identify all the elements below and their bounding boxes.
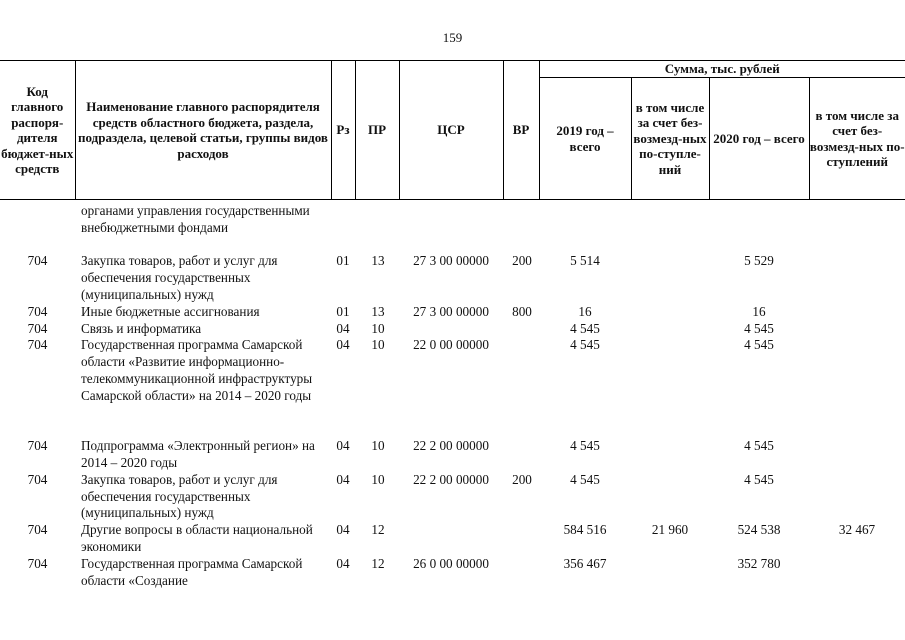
cell-2019-total: 5 514 [570,253,600,269]
header-sum: Сумма, тыс. рублей [539,61,905,78]
cell-pr: 13 [371,303,385,319]
cell-csr: 22 2 00 00000 [413,471,489,487]
cell-csr: 22 2 00 00000 [413,438,489,454]
cell-2019-total: 4 545 [570,320,600,336]
cell-2020-total: 5 529 [744,253,774,269]
cell-csr: 26 0 00 00000 [413,555,489,571]
cell-2019-gratuitous: 21 960 [651,522,689,538]
budget-table-body [0,203,905,589]
cell-pr: 12 [371,522,385,538]
cell-rz: 01 [336,253,350,269]
cell-vr: 200 [512,471,532,487]
budget-table-header [0,60,905,200]
cell-rz: 04 [336,337,350,353]
cell-rz: 01 [336,303,350,319]
cell-code: 704 [27,522,48,538]
header-csr: ЦСР [399,61,503,200]
cell-pr: 12 [371,555,385,571]
cell-vr: 200 [512,253,532,269]
header-rz: Рз [331,61,355,200]
cell-2020-total: 16 [752,303,766,319]
cell-pr: 10 [371,337,385,353]
cell-rz: 04 [336,320,350,336]
header-vr: ВР [503,61,539,200]
table-row [0,522,905,556]
cell-code: 704 [27,320,48,336]
header-pr: ПР [355,61,399,200]
header-code: Код главного распоря-дителя бюджет-ных средств [0,61,75,200]
table-row [0,304,905,321]
header-2020-total: 2020 год – всего [709,78,809,200]
cell-name: Иные бюджетные ассигнования [81,303,260,319]
table-row [0,321,905,338]
cell-code: 704 [27,253,48,269]
cell-code: 704 [27,303,48,319]
cell-code: 704 [27,471,48,487]
header-2019-gratuitous: в том числе за счет без-возмезд-ных по-ступле-ний [631,78,709,200]
cell-name: Закупка товаров, работ и услуг для обеспечения государственных (муниципальных) нужд [81,471,278,521]
table-row [0,438,905,472]
cell-2019-total: 356 467 [563,555,607,571]
cell-rz: 04 [336,471,350,487]
cell-code: 704 [27,438,48,454]
cell-rz: 04 [336,522,350,538]
cell-pr: 10 [371,320,385,336]
table-row [0,253,905,303]
cell-pr: 10 [371,471,385,487]
cell-2019-total: 4 545 [570,337,600,353]
cell-name: Другие вопросы в области национальной экономики [81,522,313,554]
cell-vr: 800 [512,303,532,319]
header-2020-gratuitous: в том числе за счет без-возмезд-ных по-ступлений [809,78,905,200]
cell-2020-total: 352 780 [737,555,781,571]
cell-pr: 10 [371,438,385,454]
cell-2020-total: 4 545 [744,320,774,336]
cell-name: Государственная программа Самарской области «Создание [81,555,303,588]
cell-2019-total: 4 545 [570,438,600,454]
cell-2020-total: 4 545 [744,337,774,353]
page-number: 159 [442,30,463,45]
cell-csr: 27 3 00 00000 [413,303,489,319]
cell-pr: 13 [371,253,385,269]
header-2019-total: 2019 год – всего [539,78,631,200]
cell-2020-total: 4 545 [744,438,774,454]
cell-name: Связь и информатика [81,320,202,336]
cell-2020-total: 524 538 [737,522,781,538]
cell-name: Закупка товаров, работ и услуг для обеспечения государственных (муниципальных) нужд [81,253,278,302]
table-row [0,472,905,522]
cell-csr: 22 0 00 00000 [413,337,489,353]
table-row [0,556,905,590]
cell-2020-gratuitous: 32 467 [838,522,876,538]
cell-rz: 04 [336,555,350,571]
cell-name: органами управления государственными внебюджетными фондами [81,203,310,235]
cell-name: Подпрограмма «Электронный регион» на 2014 – 2020 годы [81,438,315,470]
cell-2019-total: 584 516 [563,522,607,538]
cell-code: 704 [27,337,48,353]
table-row [0,203,905,253]
cell-csr: 27 3 00 00000 [413,253,489,269]
cell-rz: 04 [336,438,350,454]
table-row [0,337,905,438]
cell-code: 704 [27,555,48,571]
cell-name: Государственная программа Самарской области «Развитие информационно-телекоммуникационной инфраструктуры Самарской области» на 2014 – 2020 годы [81,337,313,403]
cell-2019-total: 16 [578,303,592,319]
cell-2020-total: 4 545 [744,471,774,487]
header-name: Наименование главного распорядителя средств областного бюджета, раздела, подраздела, целевой статьи, группы видов расходов [75,61,331,200]
cell-2019-total: 4 545 [570,471,600,487]
